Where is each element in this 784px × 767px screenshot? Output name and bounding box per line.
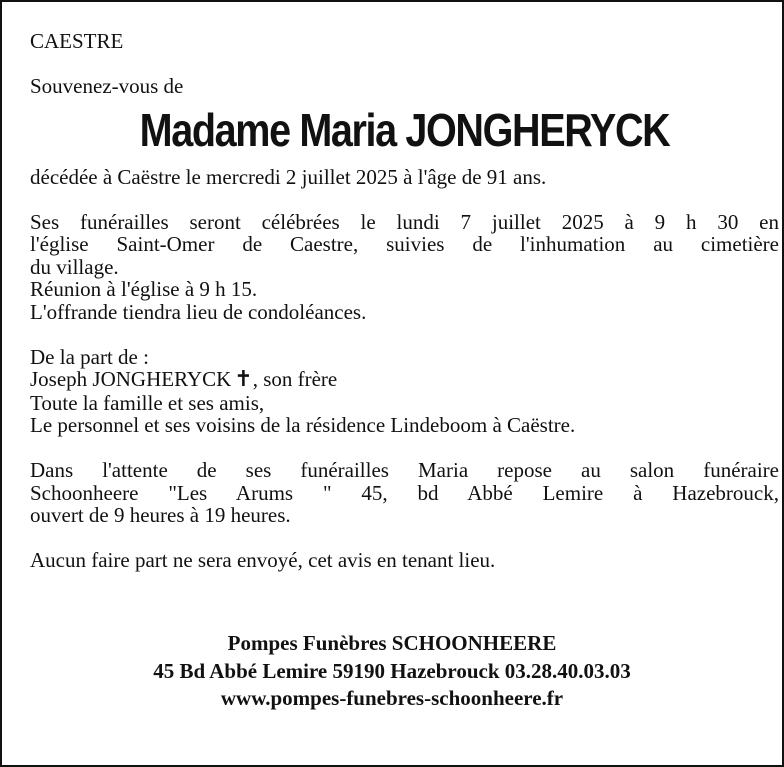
company-website: www.pompes-funebres-schoonheere.fr <box>220 686 564 710</box>
brother-relation: , son frère <box>252 367 338 391</box>
family-line: Toute la famille et ses amis, <box>30 390 265 415</box>
family-line: Le personnel et ses voisins de la résidence Lindeboom à Caëstre. <box>30 413 576 437</box>
company-name: Pompes Funèbres SCHOONHEERE <box>227 631 557 655</box>
funeral-line: Réunion à l'église à 9 h 15. <box>30 277 258 301</box>
brother-name: Joseph JONGHERYCK <box>30 367 232 391</box>
spacer <box>30 437 779 460</box>
funeral-line: L'offrande tiendra lieu de condoléances. <box>30 299 367 324</box>
closing-line: Aucun faire part ne sera envoyé, cet avis en tenant lieu. <box>30 548 496 572</box>
visitation-line: ouvert de 9 heures à 19 heures. <box>30 503 291 527</box>
cross-icon: ✝ <box>234 367 253 392</box>
visitation-paragraph <box>30 459 779 527</box>
visitation-line: Dans l'attente de ses funérailles Maria repose au salon funéraire <box>30 458 779 482</box>
family-paragraph <box>30 346 779 437</box>
spacer <box>30 527 779 550</box>
intro-text: Souvenez-vous de <box>30 74 184 98</box>
funeral-line: Ses funérailles seront célébrées le lundi 7 juillet 2025 à 9 h 30 en <box>30 209 779 234</box>
funeral-line: l'église Saint-Omer de Caestre, suivies de l'inhumation au cimetière <box>30 232 779 256</box>
funeral-home-footer <box>0 630 784 713</box>
spacer <box>30 53 779 76</box>
funeral-line: du village. <box>30 254 119 279</box>
death-line: décédée à Caëstre le mercredi 2 juillet 2025 à l'âge de 91 ans. <box>30 164 547 189</box>
family-heading: De la part de : <box>30 344 149 369</box>
town-name: CAESTRE <box>30 29 124 53</box>
spacer <box>30 323 779 346</box>
visitation-line: Schoonheere "Les Arums " 45, bd Abbé Lemire à Hazebrouck, <box>30 480 779 505</box>
deceased-name: Madame Maria JONGHERYCK <box>139 103 670 156</box>
family-line-brother <box>30 368 779 392</box>
company-address: 45 Bd Abbé Lemire 59190 Hazebrouck 03.28.40.03.03 <box>153 658 631 683</box>
funeral-paragraph <box>30 211 779 324</box>
spacer <box>30 188 779 211</box>
notice-body <box>30 30 779 572</box>
